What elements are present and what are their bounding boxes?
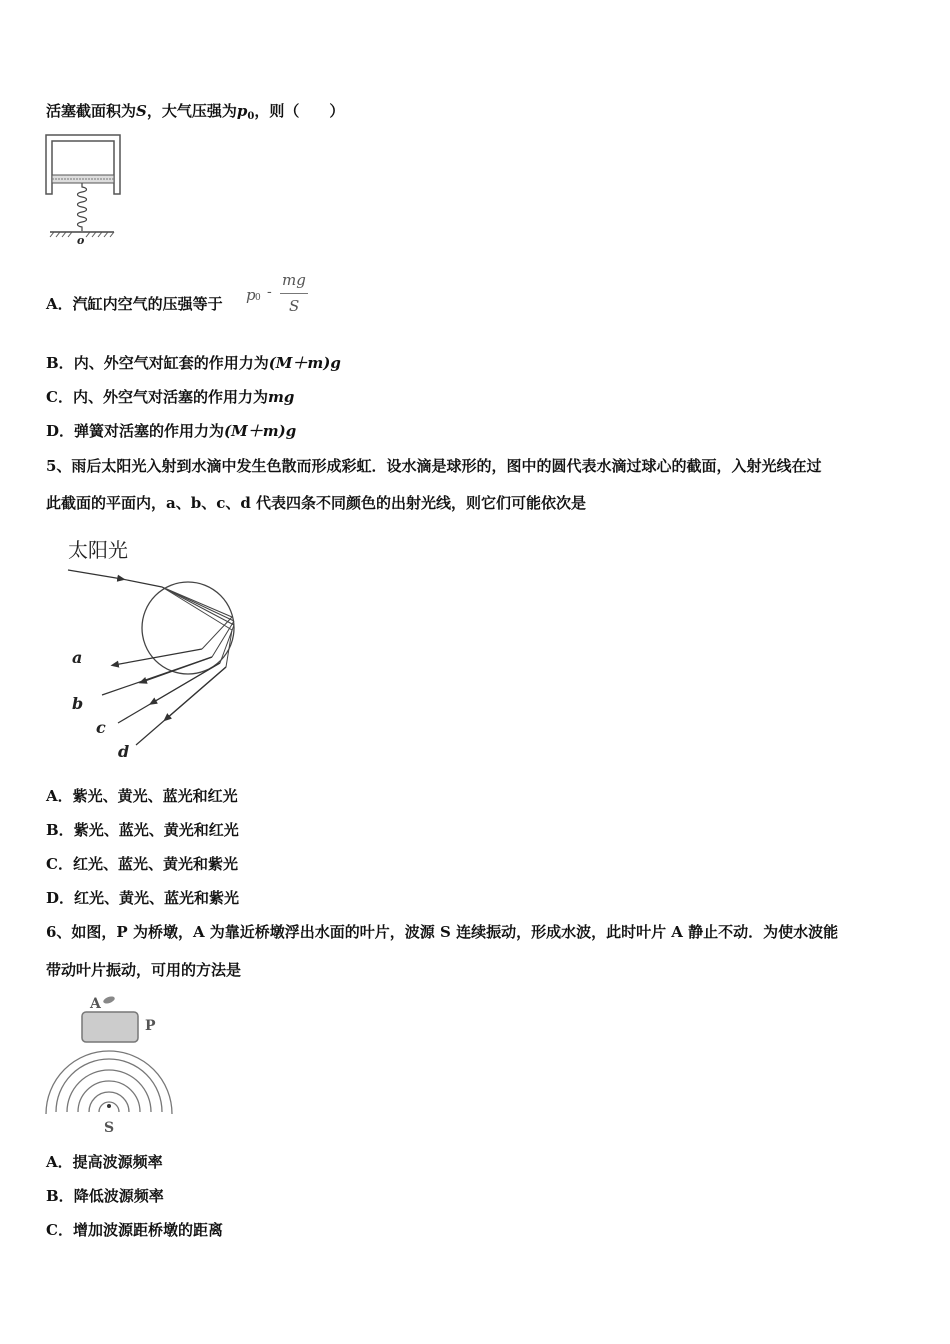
exit-rays bbox=[102, 649, 226, 745]
q5-stem-line1: 5、雨后太阳光入射到水滴中发生色散而形成彩虹．设水滴是球形的，图中的圆代表水滴过球心的截面，入射光线在过 bbox=[46, 457, 822, 475]
q6-option-a bbox=[46, 1152, 163, 1172]
q4-option-d-text: 弹簧对活塞的作用力为 bbox=[74, 422, 225, 440]
q5-option-a bbox=[46, 786, 238, 806]
formula-numerator: mg bbox=[282, 271, 306, 289]
q4-option-d-formula: (M＋m)g bbox=[224, 422, 297, 440]
q5-option-a-letter: A． bbox=[46, 787, 73, 805]
q5-option-b-text: 紫光、蓝光、黄光和红光 bbox=[73, 821, 239, 839]
q4-stem-text-2: ，大气压强为 bbox=[146, 102, 237, 120]
q5-option-b bbox=[46, 820, 239, 840]
formula-minus: - bbox=[267, 284, 272, 300]
label-a: a bbox=[72, 648, 83, 667]
q4-stem-text: 活塞截面积为 bbox=[46, 102, 137, 120]
incident-ray bbox=[68, 570, 122, 579]
q4-stem-var-s: S bbox=[136, 102, 147, 120]
q5-option-d-text: 红光、黄光、蓝光和紫光 bbox=[74, 889, 240, 907]
label-A: A bbox=[90, 996, 101, 1012]
water-wave-figure bbox=[44, 990, 184, 1136]
formula-p-sub: 0 bbox=[255, 293, 261, 303]
label-P: P bbox=[145, 1018, 156, 1034]
formula-denominator: S bbox=[289, 297, 300, 315]
q6-option-c bbox=[46, 1220, 223, 1240]
wave-source bbox=[107, 1104, 111, 1108]
label-b: b bbox=[72, 694, 84, 713]
label-o: o bbox=[77, 234, 85, 247]
q6-stem-line1: 6、如图，P 为桥墩，A 为靠近桥墩浮出水面的叶片，波源 S 连续振动，形成水波，此时叶片 A 静止不动．为使水波能 bbox=[46, 923, 839, 941]
q5-option-c-letter: C． bbox=[46, 855, 73, 873]
q4-stem-text-3: ，则（ ） bbox=[254, 102, 345, 120]
q5-option-a-text: 紫光、黄光、蓝光和红光 bbox=[72, 787, 238, 805]
cylinder-sleeve bbox=[46, 135, 120, 194]
q6-option-b bbox=[46, 1186, 164, 1206]
q4-option-c-text: 内、外空气对活塞的作用力为 bbox=[72, 388, 268, 406]
q4-option-c-formula: mg bbox=[267, 388, 295, 406]
q5-option-c-text: 红光、蓝光、黄光和紫光 bbox=[72, 855, 238, 873]
q4-option-a-letter: A． bbox=[46, 295, 73, 313]
q4-option-d bbox=[46, 421, 296, 441]
q4-option-c-letter: C． bbox=[46, 388, 73, 406]
rainbow-droplet-figure bbox=[62, 535, 252, 765]
q6-stem-line2: 带动叶片振动，可用的方法是 bbox=[46, 961, 242, 979]
spring bbox=[78, 183, 87, 231]
label-S: S bbox=[104, 1120, 115, 1136]
q5-option-b-letter: B． bbox=[46, 821, 74, 839]
sun-label: 太阳光 bbox=[68, 538, 128, 562]
q6-option-c-letter: C． bbox=[46, 1221, 73, 1239]
q4-stem bbox=[46, 101, 344, 127]
q5-option-c bbox=[46, 854, 238, 874]
label-c: c bbox=[96, 718, 106, 737]
q4-option-b-letter: B． bbox=[46, 354, 74, 372]
q6-option-c-text: 增加波源距桥墩的距离 bbox=[72, 1221, 223, 1239]
q4-option-c bbox=[46, 387, 294, 407]
formula-p: p bbox=[246, 286, 256, 304]
q4-stem-var-p: p bbox=[236, 102, 248, 120]
q4-option-b bbox=[46, 353, 341, 373]
label-d: d bbox=[118, 742, 130, 761]
q6-option-a-letter: A． bbox=[46, 1153, 73, 1171]
ray-b bbox=[142, 657, 212, 682]
q4-option-d-letter: D． bbox=[46, 422, 75, 440]
droplet-circle bbox=[142, 582, 234, 674]
q6-option-a-text: 提高波源频率 bbox=[72, 1153, 163, 1171]
leaf bbox=[102, 995, 115, 1005]
q6-option-b-letter: B． bbox=[46, 1187, 74, 1205]
fraction-bar bbox=[280, 293, 308, 294]
ray-d bbox=[166, 667, 226, 719]
bridge-pier bbox=[82, 1012, 138, 1042]
q4-option-a-text: 汽缸内空气的压强等于 bbox=[72, 295, 223, 313]
cylinder-piston-figure bbox=[44, 132, 124, 248]
q4-option-a-formula bbox=[246, 271, 316, 319]
q4-stem-var-p-sub: 0 bbox=[247, 111, 255, 122]
q5-stem-line2: 此截面的平面内，a、b、c、d 代表四条不同颜色的出射光线，则它们可能依次是 bbox=[46, 494, 587, 512]
ray-c bbox=[152, 663, 220, 703]
q5-option-d-letter: D． bbox=[46, 889, 75, 907]
q4-option-a bbox=[46, 294, 223, 314]
q4-option-b-formula: (M＋m)g bbox=[268, 354, 341, 372]
q5-option-d bbox=[46, 888, 239, 908]
incident-ray-2 bbox=[122, 579, 162, 587]
q6-option-b-text: 降低波源频率 bbox=[73, 1187, 164, 1205]
q4-option-b-text: 内、外空气对缸套的作用力为 bbox=[73, 354, 269, 372]
